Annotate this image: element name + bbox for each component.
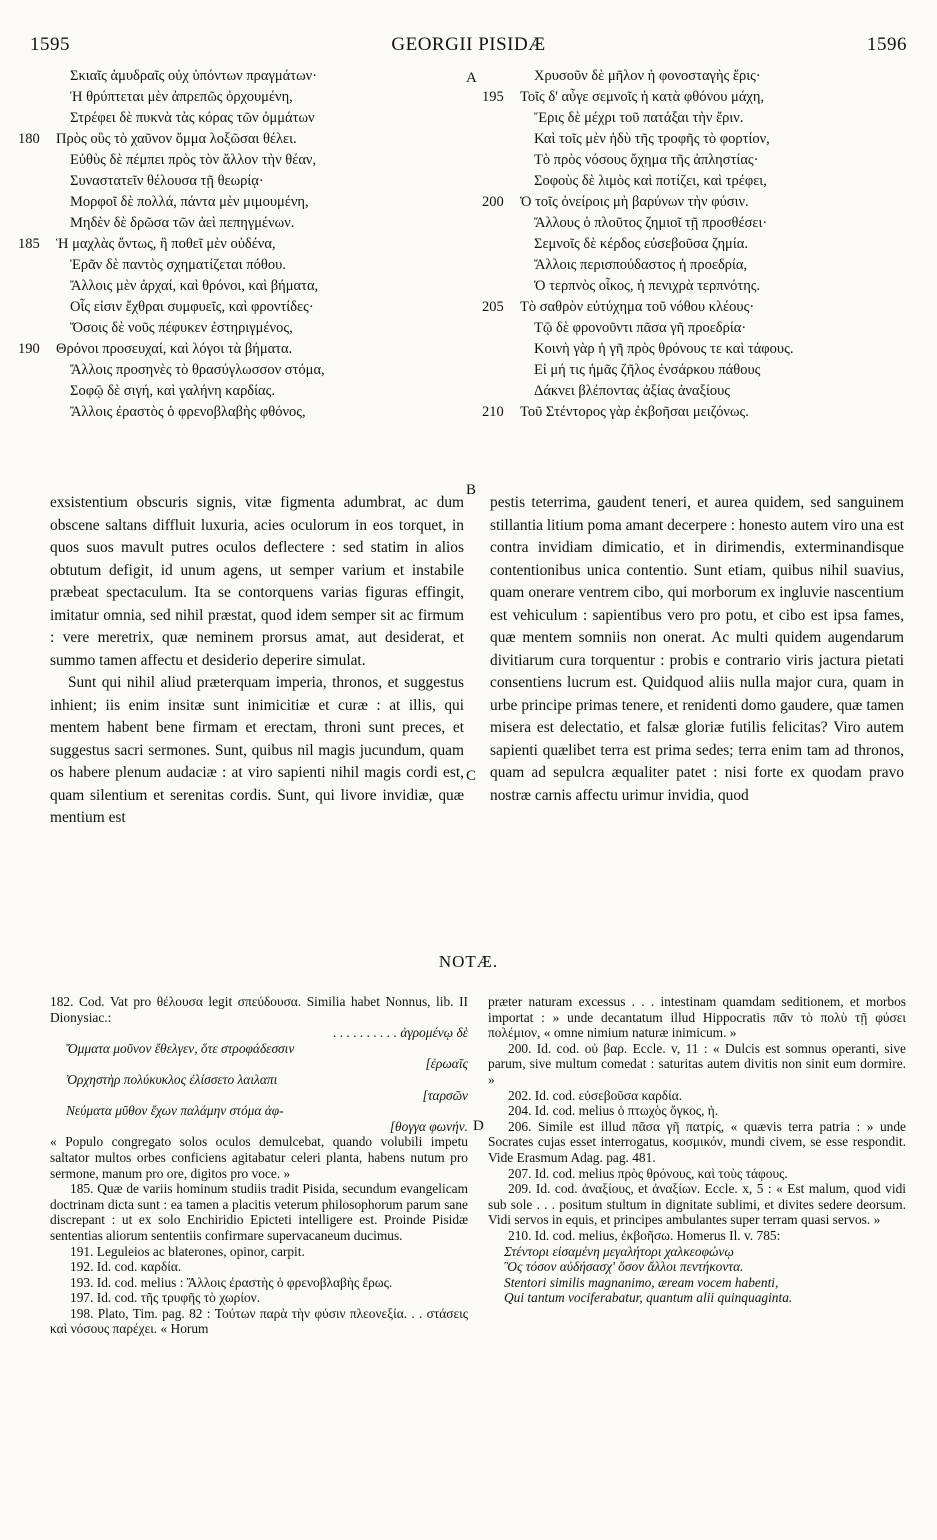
verse-line [18,318,464,339]
verse-text: Ἄλλοις ἐραστὸς ὁ φρενοβλαβὴς φθόνος, [70,404,306,420]
notes-right-column [488,994,906,1494]
line-number: 210 [482,404,504,420]
verse-line [18,171,464,192]
note-entry: 193. Id. cod. melius : Ἄλλοις ἐραστὴς ὁ φρενοβλαβὴς ἔρως. [70,1274,393,1290]
verse-line [18,276,464,297]
verse-text: Ἐρᾶν δὲ παντὸς σχηματίζεται πόθου. [70,257,286,273]
margin-letter-d: D [473,1118,484,1134]
verse-text: Συναστατεῖν θέλουσα τῇ θεωρίᾳ· [70,173,264,189]
verse-line [482,213,922,234]
verse-text: Δάκνει βλέποντας ἀξίας ἀναξίους [534,383,731,399]
verse-line [482,276,922,297]
verse-line [482,381,922,402]
verse-line [482,171,922,192]
verse-text: Ὁ τερπνὸς οἶκος, ἡ πενιχρὰ τερπνότης. [534,278,761,294]
note-entry: 206. Simile est illud πᾶσα γῆ πατρίς, « quævis terra patria : » unde Socrates cujas esset interrogatus, κοσμικόν, mundi civem, se esse respondit. Vide Erasmum Adag. pag. 481. [488,1118,906,1165]
verse-line [18,360,464,381]
verse-text: Κοινὴ γὰρ ἡ γῆ πρὸς θρόνους τε καὶ τάφους. [534,341,794,357]
quotation-line: [ἐρωαῖς [425,1056,468,1072]
margin-letter-a: A [466,70,477,86]
verse-line [18,87,464,108]
note-entry: 192. Id. cod. καρδία. [70,1259,182,1275]
latin-translation-left [50,492,464,927]
latin-paragraph: Sunt qui nihil aliud præterquam imperia, thronos, et suggestus inhient; iis enim insitæ sunt inimicitiæ et curæ : at illis, qui mentem habent bene firmam et erectam, throni sunt preces, et suggestus sacri sermones. Sunt, quibus nil magis jucundum, quam os habere plenum audaciæ : at viro sapienti nihil magis cordi est, quam silentium et serenitas cordis. Sunt, qui livore invidiæ, quæ mentium est [50,674,464,826]
note-entry: 210. Id. cod. melius, ἐκβοῆσω. Homerus Il. v. 785: [508,1227,781,1243]
verse-line [482,150,922,171]
quotation-line: Ὃς τόσον αὐδήσασχ' ὅσον ἄλλοι πεντήκοντα. [504,1259,744,1275]
verse-line [482,192,922,213]
verse-line [482,87,922,108]
verse-text: Τὸ σαθρὸν εὐτύχημα τοῦ νόθου κλέους· [520,299,755,315]
verse-text: Σκιαῖς ἀμυδραῖς οὐχ ὑπόντων πραγμάτων· [70,68,318,84]
margin-letter-c: C [466,768,477,784]
verse-text: Καὶ τοῖς μὲν ἡδὺ τῆς τροφῆς τὸ φορτίον, [534,131,770,147]
line-number: 200 [482,194,504,210]
verse-text: Σεμνοῖς δὲ κέρδος εὐσεβοῦσα ζημία. [534,236,748,252]
verse-line [482,318,922,339]
line-number: 190 [18,341,40,357]
note-entry: 209. Id. cod. ἀναξίους, et ἀναξίων. Eccle. x, 5 : « Est malum, quod vidi sub sole . . . positum stultum in dignitate sublimi, et divites sedere deorsum. Vidi servos in equis, et principes ambulantes super terram quasi servos. » [488,1181,906,1228]
line-number: 205 [482,299,504,315]
quotation-line: Qui tantum vociferabatur, quantum alii quinquaginta. [504,1290,793,1306]
verse-line [18,297,464,318]
verse-text: Τῷ δὲ φρονοῦντι πᾶσα γῆ προεδρία· [534,320,747,336]
quotation-line: [θογγα φωνήν. [389,1118,468,1134]
verse-text: Ἄλλους ὁ πλοῦτος ζημιοῖ τῇ προσθέσει· [534,215,768,231]
verse-line [482,339,922,360]
note-entry: 191. Leguleios ac blaterones, opinor, carpit. [70,1243,305,1259]
verse-line [18,402,464,423]
page-number-left: 1595 [30,34,70,55]
quotation-line: [ταρσῶν [422,1087,468,1103]
verse-line [482,255,922,276]
page-number-right: 1596 [867,34,907,55]
verse-line [482,66,922,87]
verse-text: Σοφῷ δὲ σιγή, καὶ γαλήνη καρδίας. [70,383,275,399]
quotation-line: Νεύματα μῦθον ἔχων παλάμην στόμα ἀφ- [66,1103,284,1119]
verse-text: Ἡ μαχλὰς ὄντως, ἣ ποθεῖ μὲν οὐδένα, [56,236,276,252]
verse-text: Ἄλλοις προσηνὲς τὸ θρασύγλωσσον στόμα, [70,362,325,378]
verse-text: Ὁ τοῖς ὀνείροις μὴ βαρύνων τὴν φύσιν. [520,194,749,210]
note-entry: 185. Quæ de variis hominum studiis tradit Pisida, secundum evangelicam doctrinam dicta sunt : ea tamen a placitis veterum philosophorum parum sane discrepant : ut ex solo Enchiridio Epicteti intelligere est. Proinde Pisidæ sententias aliorum sententiis confirmare supervacaneum ducimus. [50,1181,468,1243]
verse-line [482,108,922,129]
quotation-line: Ὀρχηστὴρ πολύκυκλος ἐλίσσετο λαιλαπι [66,1071,278,1087]
verse-text: Μηδὲν δὲ δρῶσα τῶν ἀεὶ πεπηγμένων. [70,215,295,231]
verse-line [18,381,464,402]
notes-heading: NOTÆ. [438,952,499,971]
quotation-line: Στέντορι εἰσαμένη μεγαλήτορι χαλκεοφώνῳ [504,1243,734,1259]
margin-letter-b: B [466,482,477,498]
verse-text: Τὸ πρὸς νόσους ὄχημα τῆς ἀπληστίας· [534,152,759,168]
verse-line [482,402,922,423]
quotation-line: Ὄμματα μοῦνον ἔθελγεν, ὅτε στροφάδεσσιν [66,1040,295,1056]
note-entry: « Populo congregato solos oculos demulcebat, quando volubili impetu saltator multos orbes conficiens agitabatur celeri planta, habens nutum pro sermone, manum pro ore, digitos pro voce. » [50,1134,468,1181]
verse-text: Ἄλλοις περισπούδαστος ἡ προεδρία, [534,257,748,273]
verse-text: Χρυσοῦν δὲ μῆλον ἡ φονοσταγὴς ἔρις· [534,68,761,84]
verse-line [18,150,464,171]
note-entry: præter naturam excessus . . . intestinam quamdam seditionem, et morbos importat : » unde decantatum illud Hippocratis πᾶν τὸ πολὺ τῇ φύσει πολέμιον, « omne nimium naturæ inimicum. » [488,994,906,1041]
verse-line [18,213,464,234]
verse-text: Ἔρις δὲ μέχρι τοῦ πατάξαι τὴν ἔριν. [534,110,744,126]
latin-translation-right [490,492,904,927]
verse-text: Ἄλλοις μὲν ἀρχαί, καὶ θρόνοι, καὶ βήματα, [70,278,319,294]
latin-paragraph: pestis teterrima, gaudent teneri, et aurea quidem, sed sanguinem stillantia litium poma amant decerpere : honesto autem viro una est contra invidiam dimicatio, et in dirimendis, exterminandisque contentionibus unica contentio. Sunt etiam, quibus nihil suavius, quam onerare ventrem cibo, qui morborum ex ingluvie nascentium est vehiculum : sapientibus vero pro potu, et cibo est ipsa fames, quæ mentem somniis non onerat. Ac multi quidem augendarum divitiarum cura torquentur : probis e contrario viris jactura pietati consentiens lucrum est. Quidquod aliis nulla major cura, quam in urbe principe primas tenere, et renidenti domo gaudere, quæ tamen misera est delectatio, et falsæ gloriæ futilis felicitas? Viro autem sapienti quælibet terra est prima sedes; terra enim tam ad thronos, quam ad sepulcra æqualiter patet : nisi forte ex quodam pravo nostræ carnis affectu urimur invidia, quod [490,494,904,804]
verse-text: Ἡ θρύπτεται μὲν ἀπρεπῶς ὀρχουμένη, [70,89,293,105]
greek-verses-right [482,66,922,423]
verse-text: Μορφοῖ δὲ πολλά, πάντα μὲν μιμουμένη, [70,194,309,210]
notes-left-column [50,994,468,1494]
verse-line [18,66,464,87]
note-entry: 182. Cod. Vat pro θέλουσα legit σπεύδουσα. Similia habet Nonnus, lib. II Dionysiac.: [50,994,468,1025]
verse-text: Εἰ μή τις ἡμᾶς ζῆλος ἐνσάρκου πάθους [534,362,761,378]
quotation-line: . . . . . . . . . . ἀγρομένῳ δὲ [333,1025,468,1041]
verse-text: Σοφοὺς δὲ λιμὸς καὶ ποτίζει, καὶ τρέφει, [534,173,767,189]
verse-text: Οἷς εἰσιν ἔχθραι συμφυεῖς, καὶ φροντίδες· [70,299,314,315]
verse-line [482,360,922,381]
note-entry: 207. Id. cod. melius πρὸς θρόνους, καὶ τοὺς τάφους. [508,1165,788,1181]
verse-text: Ὅσοις δὲ νοῦς πέφυκεν ἐστηριγμένος, [70,320,293,336]
verse-text: Τοῖς δ' αὖγε σεμνοῖς ἡ κατὰ φθόνου μάχη, [520,89,765,105]
verse-line [482,297,922,318]
note-entry: 204. Id. cod. melius ὁ πτωχὸς ὄγκος, ἡ. [508,1103,719,1119]
verse-line [18,108,464,129]
verse-line [18,192,464,213]
line-number: 185 [18,236,40,252]
line-number: 195 [482,89,504,105]
verse-line [18,255,464,276]
note-entry: 197. Id. cod. τῆς τρυφῆς τὸ χωρίον. [70,1290,261,1306]
verse-text: Τοῦ Στέντορος γὰρ ἐκβοῆσαι μειζόνως. [520,404,749,420]
note-entry: 200. Id. cod. οὐ βαρ. Eccle. v, 11 : « Dulcis est somnus operanti, sive parum, sive multum comedat : saturitas autem divitis non sinit eum dormire. » [488,1040,906,1087]
greek-verses-left [18,66,464,423]
verse-text: Εὐθὺς δὲ πέμπει πρὸς τὸν ἄλλον τὴν θέαν, [70,152,317,168]
latin-paragraph: exsistentium obscuris signis, vitæ figmenta adumbrat, ac dum obscene saltans diffluit luxuria, acies oculorum in eos torquet, in quos suos mavult putres oculos deflectere : sed statim in alios obtutum defigit, id unum agens, ut semper varium et instabile præbeat spectaculum. Ita se contorquens varias figuras effingit, imitatur omnia, sed nihil præstat, quod idem semper sit ac firmum : vere meretrix, quæ neminem prorsus amat, aut desiderat, et summo tamen affectu et desiderio deperire simulat. [50,494,464,669]
quotation-line: Stentori similis magnanimo, æream vocem habenti, [504,1274,779,1290]
note-entry: 202. Id. cod. εὐσεβοῦσα καρδία. [508,1087,683,1103]
verse-text: Στρέφει δὲ πυκνὰ τὰς κόρας τῶν ὀμμάτων [70,110,315,126]
line-number: 180 [18,131,40,147]
verse-text: Θρόνοι προσευχαί, καὶ λόγοι τὰ βήματα. [56,341,293,357]
verse-line [482,129,922,150]
note-entry: 198. Plato, Tim. pag. 82 : Τούτων παρὰ τὴν φύσιν πλεονεξία. . . στάσεις καὶ νόσους παρέχει. « Horum [50,1305,468,1337]
page-header [30,34,907,60]
verse-line [18,129,464,150]
verse-line [482,234,922,255]
running-title: GEORGII PISIDÆ [391,34,546,55]
verse-line [18,234,464,255]
verse-text: Πρὸς οὓς τὸ χαῦνον ὄμμα λοξῶσαι θέλει. [56,131,297,147]
verse-line [18,339,464,360]
